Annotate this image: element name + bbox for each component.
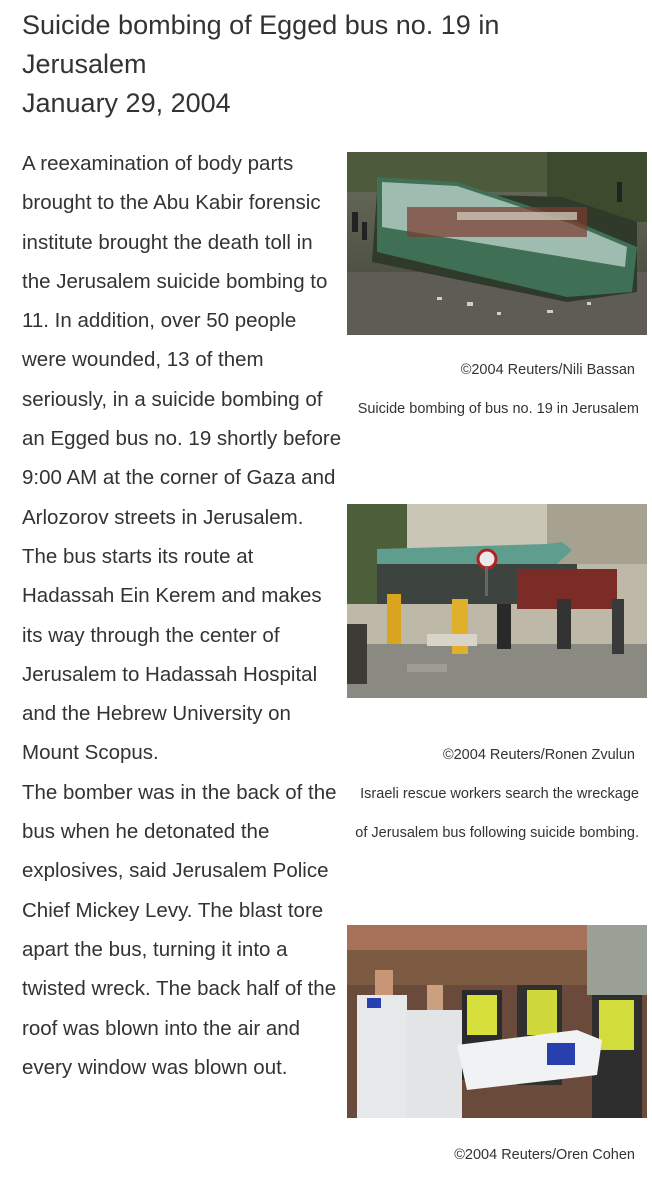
- rescue-workers-photo[interactable]: [347, 504, 647, 698]
- bus-wreck-photo[interactable]: [347, 152, 647, 335]
- article-paragraph: A reexamination of body parts brought to the Abu Kabir forensic institute brought the death toll in the Jerusalem suicide bombing to 11. In addition, over 50 people were wounded, 13 of them seriously, in a suicide bombing of an Egged bus no. 19 shortly before 9:00 AM at the corner of Gaza and Arlozorov streets in Jerusalem. The bus starts its route at Hadassah Ein Kerem and makes its way through the center of Jerusalem to Hadassah Hospital and the Hebrew University on Mount Scopus.: [22, 152, 342, 765]
- photo-figure: [347, 152, 647, 429]
- photo-credit: ©2004 Reuters/Oren Cohen: [454, 1147, 635, 1163]
- title-line: Suicide bombing of Egged bus no. 19 in: [22, 10, 500, 40]
- photo-caption: [347, 736, 647, 853]
- photo-credit: ©2004 Reuters/Ronen Zvulun: [442, 747, 635, 763]
- photo-description: Israeli rescue workers search the wreckage of Jerusalem bus following suicide bombing.: [355, 786, 639, 841]
- photo-description: Suicide bombing of bus no. 19 in Jerusalem: [357, 401, 639, 417]
- title-line: Jerusalem: [22, 49, 147, 79]
- body-bag-photo[interactable]: [347, 925, 647, 1118]
- article-paragraph: The bomber was in the back of the bus when he detonated the explosives, said Jerusalem Police Chief Mickey Levy. The blast tore apart the bus, turning it into a twisted wreck. The back half of the roof was blown into the air and every window was blown out.: [22, 780, 337, 1079]
- photo-figure: [347, 925, 647, 1175]
- article-date: January 29, 2004: [22, 88, 231, 118]
- article-body: [22, 144, 344, 1087]
- article-title: [22, 6, 622, 123]
- photo-caption: [347, 1136, 647, 1175]
- photo-credit: ©2004 Reuters/Nili Bassan: [460, 362, 635, 378]
- photo-caption: [347, 351, 647, 429]
- photo-figure: [347, 504, 647, 853]
